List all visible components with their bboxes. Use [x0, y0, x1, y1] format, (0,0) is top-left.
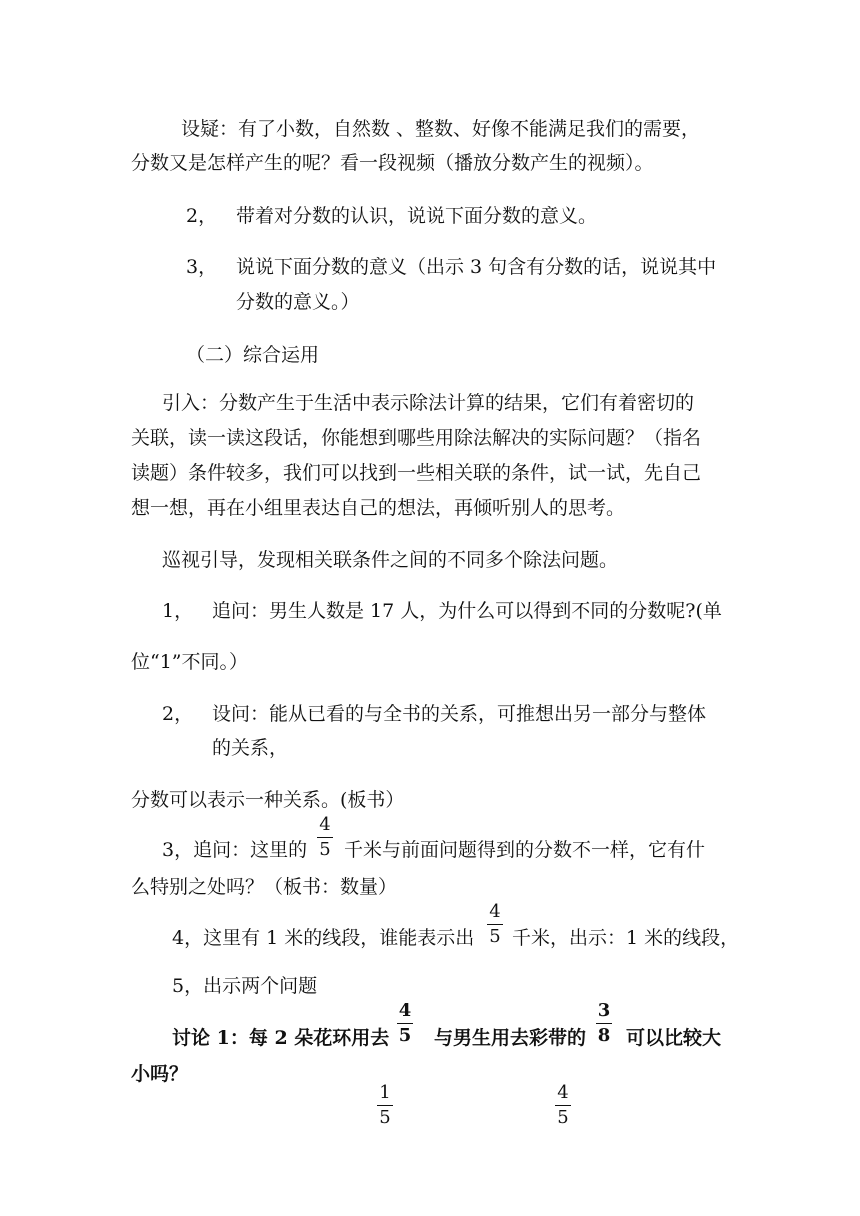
- bottom-a-numerator: 1: [379, 1082, 391, 1103]
- q3-post: 千米与前面问题得到的分数不一样，它有什: [344, 839, 706, 861]
- q3-line2: 么特别之处吗？（板书：数量）: [131, 876, 398, 898]
- discuss-pre: 讨论 1：每 2 朵花环用去: [172, 1027, 390, 1049]
- section-heading: （二）综合运用: [186, 344, 320, 366]
- q4-fraction: [485, 901, 505, 948]
- discuss-f1-numerator: 4: [398, 1000, 412, 1021]
- q2-number: 2，: [162, 703, 194, 725]
- p3: 巡视引导，发现相关联条件之间的不同多个除法问题。: [162, 549, 619, 571]
- q5: 5，出示两个问题: [172, 975, 318, 997]
- p2-line2: 关联，读一读这段话，你能想到哪些用除法解决的实际问题？（指名: [131, 427, 702, 449]
- q3-fraction-numerator: 4: [319, 814, 331, 835]
- fraction-bar: [487, 924, 503, 925]
- discuss-post: 可以比较大: [626, 1027, 722, 1049]
- item3-number: 3，: [186, 256, 218, 278]
- q3-pre: 3，追问：这里的: [162, 839, 308, 861]
- fraction-bar: [555, 1105, 571, 1106]
- fraction-bar: [397, 1023, 413, 1024]
- fraction-bar: [596, 1023, 612, 1024]
- bottom-b-denominator: 5: [557, 1107, 569, 1128]
- q3-fraction: [315, 814, 335, 861]
- q1-number: 1，: [162, 600, 194, 622]
- bottom-a-denominator: 5: [379, 1107, 391, 1128]
- p2-line1: 引入：分数产生于生活中表示除法计算的结果，它们有着密切的: [162, 392, 695, 414]
- q2-line1: 设问：能从已看的与全书的关系，可推想出另一部分与整体: [212, 703, 707, 725]
- item2-text: 带着对分数的认识，说说下面分数的意义。: [236, 205, 598, 227]
- discuss-fraction-2: [594, 1000, 614, 1047]
- bottom-fraction-a: [375, 1082, 395, 1129]
- bottom-b-numerator: 4: [557, 1082, 569, 1103]
- q1-line2: 位“1”不同。）: [131, 651, 249, 673]
- q4-post: 千米，出示：1 米的线段，: [512, 927, 740, 949]
- fraction-bar: [317, 837, 333, 838]
- p1-line1: 设疑：有了小数，自然数 、整数、好像不能满足我们的需要，: [181, 118, 701, 140]
- p1-line2: 分数又是怎样产生的呢？看一段视频（播放分数产生的视频）。: [131, 152, 654, 174]
- q3-fraction-denominator: 5: [319, 839, 331, 860]
- q4-pre: 4，这里有 1 米的线段，谁能表示出: [172, 927, 475, 949]
- discuss-line2: 小吗？: [131, 1063, 189, 1085]
- q1-line1: 追问：男生人数是 17 人，为什么可以得到不同的分数呢?(单: [212, 600, 722, 622]
- discuss-f1-denominator: 5: [398, 1025, 412, 1046]
- p2-line3: 读题）条件较多，我们可以找到一些相关联的条件，试一试，先自己: [131, 462, 702, 484]
- discuss-f2-numerator: 3: [597, 1000, 611, 1021]
- discuss-mid: 与男生用去彩带的: [434, 1027, 587, 1049]
- p4: 分数可以表示一种关系。(板书）: [131, 789, 405, 811]
- q4-fraction-numerator: 4: [489, 901, 501, 922]
- fraction-bar: [377, 1105, 393, 1106]
- q4-fraction-denominator: 5: [489, 926, 501, 947]
- bottom-fraction-b: [553, 1082, 573, 1129]
- p2-line4: 想一想，再在小组里表达自己的想法，再倾听别人的思考。: [131, 497, 626, 519]
- discuss-f2-denominator: 8: [597, 1025, 611, 1046]
- discuss-fraction-1: [395, 1000, 415, 1047]
- item3-line2: 分数的意义。）: [236, 291, 360, 313]
- item3-line1: 说说下面分数的意义（出示 3 句含有分数的话，说说其中: [236, 256, 717, 278]
- item2-number: 2，: [186, 205, 218, 227]
- q2-line2: 的关系，: [212, 737, 289, 759]
